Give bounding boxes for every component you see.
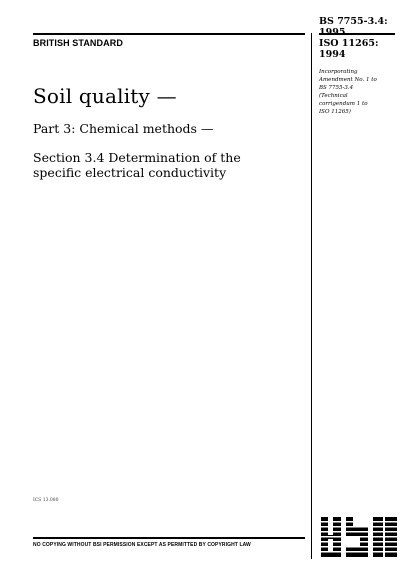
amendment-note-line: corrigendum 1 to xyxy=(319,101,368,107)
standard-number-line: 1995 xyxy=(319,27,346,38)
section-heading xyxy=(33,150,241,180)
column-divider xyxy=(311,33,312,559)
standard-number-line: 1994 xyxy=(319,49,346,60)
amendment-note-line: (Technical xyxy=(319,93,348,99)
part-heading: Part 3: Chemical methods — xyxy=(33,121,214,136)
bottom-rule xyxy=(33,537,305,539)
amendment-note-line: BS 7755-3.4 xyxy=(319,85,354,91)
standard-number-line: BS 7755-3.4: xyxy=(319,16,388,27)
bsi-logo xyxy=(319,515,397,559)
amendment-note-line: Incorporating xyxy=(319,69,358,75)
amendment-note xyxy=(319,68,399,116)
amendment-note-line: Amendment No. 1 to xyxy=(319,77,377,83)
section-heading-line: specific electrical conductivity xyxy=(33,165,227,180)
standard-number-line: ISO 11265: xyxy=(319,38,379,49)
document-title: Soil quality — xyxy=(33,84,177,108)
section-heading-line: Section 3.4 Determination of the xyxy=(33,150,241,165)
brand-label: BRITISH STANDARD xyxy=(33,38,123,48)
amendment-note-line: ISO 11265) xyxy=(319,109,351,115)
top-rule-left xyxy=(33,33,305,35)
standard-number xyxy=(319,16,399,60)
ics-code: ICS 13.080 xyxy=(33,498,59,503)
copyright-notice: NO COPYING WITHOUT BSI PERMISSION EXCEPT AS PERMITTED BY COPYRIGHT LAW xyxy=(33,542,251,548)
